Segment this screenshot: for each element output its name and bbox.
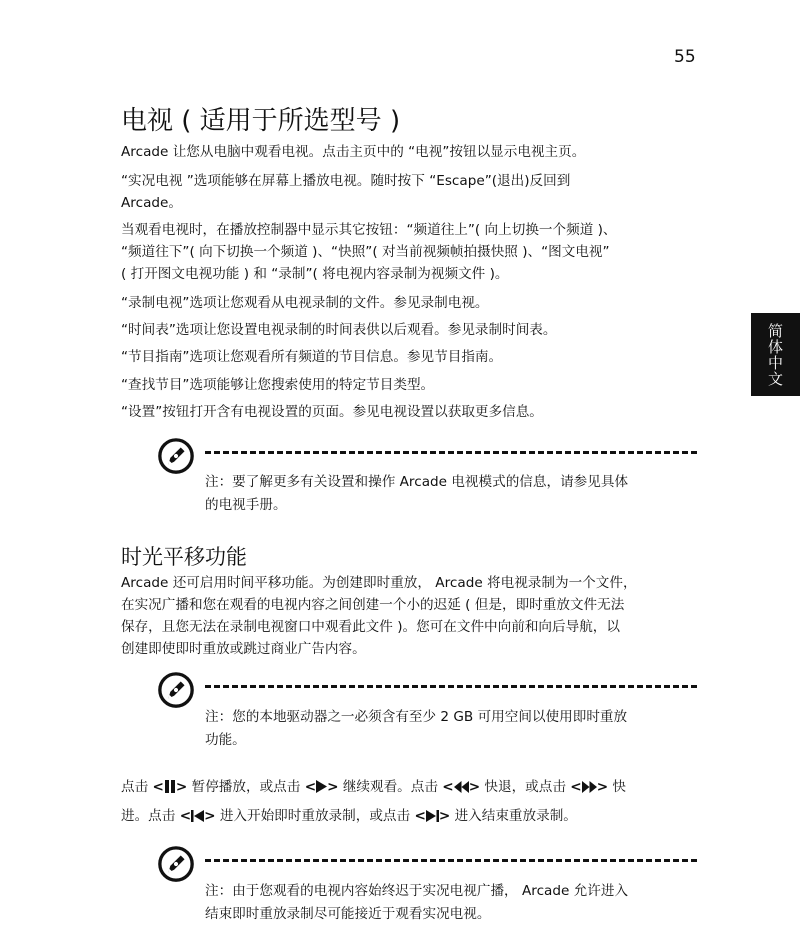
- fast-forward-button-glyph: < >: [570, 779, 609, 795]
- paragraph: Arcade 让您从电脑中观看电视。点击主页中的 “电视”按钮以显示电视主页。: [121, 144, 586, 160]
- note-text: 注：由于您观看的电视内容始终迟于实况电视广播， Arcade 允许进入 结束即时重放录制尽可能接近于观看实况电视。: [205, 883, 629, 922]
- note-pen-icon: [157, 437, 195, 475]
- language-tab-label: 简体中文: [766, 322, 784, 387]
- section-title-timeshift: 时光平移功能: [121, 545, 247, 569]
- paragraph: “查找节目”选项能够让您搜索使用的特定节目类型。: [121, 377, 435, 393]
- paragraph: “时间表”选项让您设置电视录制的时间表供以后观看。参见录制时间表。: [121, 322, 557, 338]
- note-text: 注：您的本地驱动器之一必须含有至少 2 GB 可用空间以使用即时重放 功能。: [205, 709, 628, 748]
- page-number: 55: [674, 47, 696, 67]
- fast-forward-icon: [582, 781, 597, 793]
- controls-text: 快退，或点击: [484, 779, 566, 795]
- controls-line: [121, 805, 711, 827]
- play-button-glyph: < >: [304, 779, 339, 795]
- controls-text: 继续观看。点击: [342, 779, 438, 795]
- note-pen-icon: [157, 671, 195, 709]
- pause-icon: [164, 780, 176, 793]
- skip-end-button-glyph: < >: [414, 808, 451, 824]
- language-tab: [751, 313, 800, 396]
- section-title-tv: 电视 ( 适用于所选型号 ): [121, 106, 401, 136]
- note-text: 注：要了解更多有关设置和操作 Arcade 电视模式的信息，请参见具体 的电视手册。: [205, 474, 629, 513]
- controls-text: 进入开始即时重放录制，或点击: [219, 808, 411, 824]
- paragraph: 当观看电视时，在播放控制器中显示其它按钮：“频道往上”( 向上切换一个频道 )、 “频道往下”( 向下切换一个频道 )、“快照”( 对当前视频帧拍摄快照 )、“图文电视” ( 打开图文电视功能 ) 和 “录制”( 将电视内容录制为视频文件 )。: [121, 222, 617, 282]
- controls-text: 点击: [121, 779, 149, 795]
- controls-text: 暂停播放，或点击: [191, 779, 301, 795]
- controls-line: [121, 776, 711, 798]
- paragraph: “节目指南”选项让您观看所有频道的节目信息。参见节目指南。: [121, 349, 503, 365]
- pause-button-glyph: < >: [152, 779, 188, 795]
- controls-text: 快: [612, 779, 626, 795]
- paragraph: “录制电视”选项让您观看从电视录制的文件。参见录制电视。: [121, 295, 489, 311]
- skip-to-end-icon: [426, 810, 439, 822]
- rewind-icon: [454, 781, 469, 793]
- paragraph: Arcade 还可启用时间平移功能。为创建即时重放， Arcade 将电视录制为一个文件， 在实况广播和您在观看的电视内容之间创建一个小的迟延 ( 但是，即时重放文件无法 保存，且您无法在录制电视窗口中观看此文件 )。您可在文件中向前和向后导航，以 创建即使即时重放或跳过商业广告内容。: [121, 575, 637, 657]
- controls-text: 进。点击: [121, 808, 176, 824]
- paragraph: “实况电视 ”选项能够在屏幕上播放电视。随时按下 “Escape”(退出)反回到 Arcade。: [121, 173, 571, 211]
- note-divider: [205, 451, 697, 454]
- rewind-button-glyph: < >: [442, 779, 481, 795]
- note-divider: [205, 859, 697, 862]
- note-divider: [205, 685, 697, 688]
- paragraph: “设置”按钮打开含有电视设置的页面。参见电视设置以获取更多信息。: [121, 404, 543, 420]
- play-icon: [316, 780, 327, 793]
- skip-start-button-glyph: < >: [179, 808, 216, 824]
- controls-text: 进入结束重放录制。: [454, 808, 577, 824]
- note-pen-icon: [157, 845, 195, 883]
- skip-to-start-icon: [191, 810, 204, 822]
